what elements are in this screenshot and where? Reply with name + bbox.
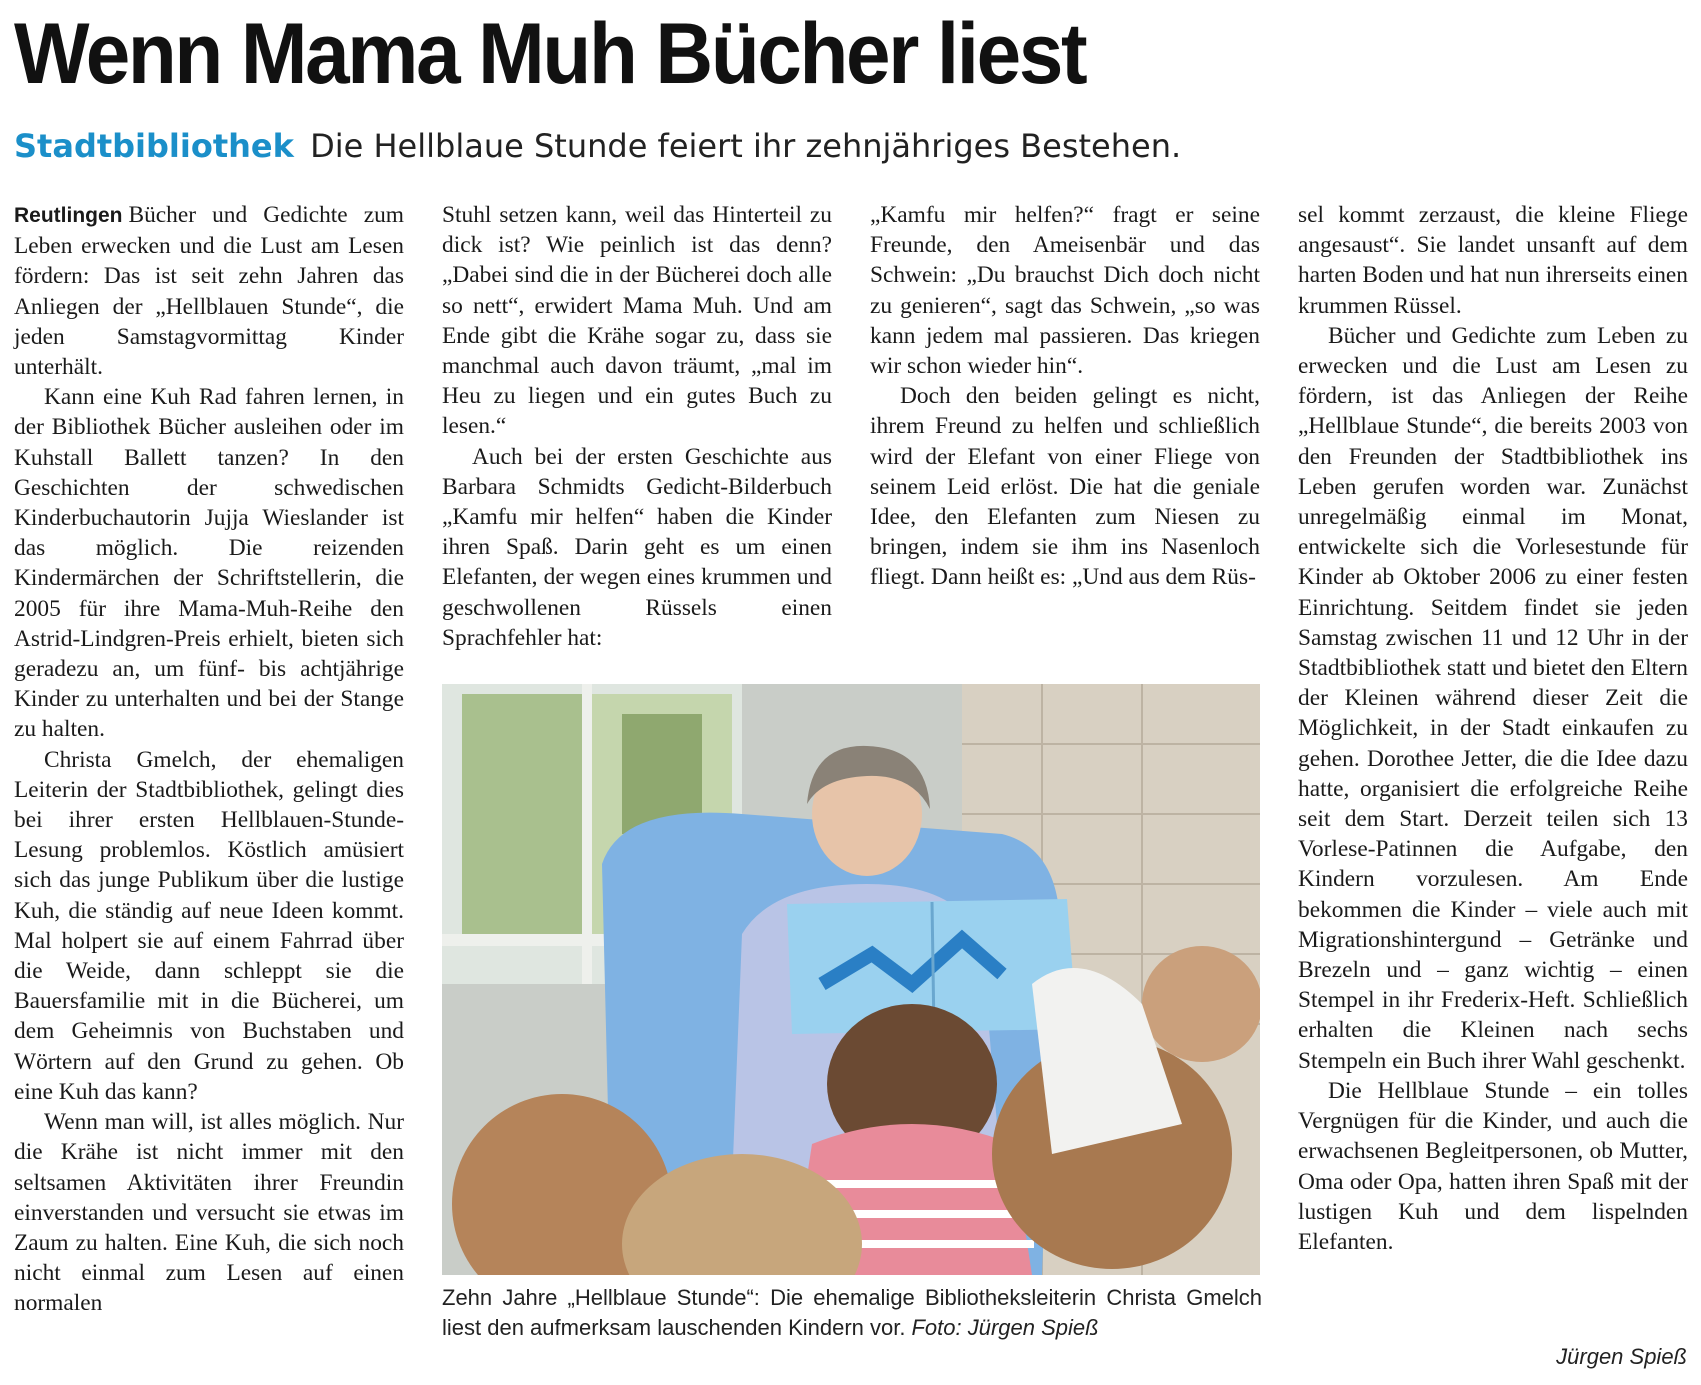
paragraph: Stuhl setzen kann, weil das Hinterteil zu dick ist? Wie peinlich ist das denn? „Dabei sind die in der Bücherei doch alle so nett“, erwidert Mama Muh. Und am Ende gibt die Krähe sogar zu, dass sie manchmal auch davon träumt, „mal im Heu zu liegen und ein gutes Buch zu lesen.“ xyxy=(442,202,832,440)
column-4 xyxy=(1298,200,1688,1257)
caption-credit-label: Foto: xyxy=(911,1315,962,1340)
caption-text: Zehn Jahre „Hellblaue Stunde“: Die ehemalige Bibliotheksleiterin Christa Gmelch liest den aufmerksam lauschenden Kindern vor. xyxy=(442,1285,1262,1340)
paragraph: Auch bei der ersten Geschichte aus Barbara Schmidts Gedicht-Bilderbuch „Kamfu mir helfen“ haben die Kinder ihren Spaß. Darin geht es um einen Elefanten, der wegen eines krummen und geschwollenen Rüssels einen Sprachfehler hat: xyxy=(442,443,832,651)
column-2 xyxy=(442,200,832,653)
paragraph: „Kamfu mir helfen?“ fragt er seine Freunde, den Ameisenbär und das Schwein: „Du brauchst Dich doch nicht zu genieren“, sagt das Schwein, „so was kann jedem mal passieren. Das kriegen wir schon wieder hin“. xyxy=(870,202,1260,380)
subheadline: Die Hellblaue Stunde feiert ihr zehnjähriges Bestehen. xyxy=(310,127,1182,165)
paragraph: Christa Gmelch, der ehemaligen Leiterin der Stadtbibliothek, gelingt dies bei ihrer ersten Hellblauen-Stunde-Lesung problemlos. Köstlich amüsiert sich das junge Publikum über die lustige Kuh, die ständig auf neue Ideen kommt. Mal holpert sie auf einem Fahrrad über die Weide, dann schleppt sie die Bauersfamilie mit in die Bücherei, um dem Geheimnis von Buchstaben und Wörtern auf den Grund zu gehen. Ob eine Kuh das kann? xyxy=(14,746,404,1105)
dateline: Reutlingen xyxy=(14,204,123,227)
column-1 xyxy=(14,200,404,1319)
paragraph: Doch den beiden gelingt es nicht, ihrem Freund zu helfen und schließlich wird der Elefant von einer Fliege von seinem Leid erlöst. Die hat die geniale Idee, den Elefanten zum Niesen zu bringen, indem sie ihm ins Nasenloch fliegt. Dann heißt es: „Und aus dem Rüs- xyxy=(870,383,1260,591)
headline: Wenn Mama Muh Bücher liest xyxy=(14,6,1086,102)
caption-credit: Jürgen Spieß xyxy=(967,1315,1099,1340)
paragraph: sel kommt zerzaust, die kleine Fliege angesaust“. Sie landet unsanft auf dem harten Boden und hat nun ihrerseits einen krummen Rüssel. xyxy=(1298,202,1688,319)
paragraph: Kann eine Kuh Rad fahren lernen, in der Bibliothek Bücher ausleihen oder im Kuhstall Ballett tanzen? In den Geschichten der schwedischen Kinderbuchautorin Jujja Wieslander ist das möglich. Die reizenden Kindermärchen der Schriftstellerin, die 2005 für ihre Mama-Muh-Reihe den Astrid-Lindgren-Preis erhielt, bieten sich geradezu an, um fünf- bis achtjährige Kinder zu unterhalten und bei der Stange zu halten. xyxy=(14,384,404,743)
paragraph-text: Bücher und Gedichte zum Leben erwecken und die Lust am Lesen fördern: Das ist seit zehn Jahren das Anliegen der „Hellblauen Stunde“, die jeden Samstagvormittag Kinder unterhält. xyxy=(14,202,404,381)
paragraph: Bücher und Gedichte zum Leben zu erwecken und die Lust am Lesen zu fördern, ist das Anliegen der Reihe „Hellblaue Stunde“, die bereits 2003 von den Freunden der Stadtbibliothek ins Leben gerufen worden war. Zunächst unregelmäßig einmal im Monat, entwickelte sich die Vorlesestunde für Kinder ab Oktober 2006 zu einer festen Einrichtung. Seitdem findet sie jeden Samstag zwischen 11 und 12 Uhr in der Stadtbibliothek statt und bietet den Eltern der Kleinen während dieser Zeit die Möglichkeit, in der Stadt einkaufen zu gehen. Dorothee Jetter, die die Idee dazu hatte, organisiert die erfolgreiche Reihe seit dem Start. Derzeit teilen sich 13 Vorlese-Patinnen die Aufgabe, den Kindern vorzulesen. Am Ende bekommen die Kinder – viele auch mit Migrationshintergund – Getränke und Brezeln und – ganz wichtig – einen Stempel in ihr Frederix-Heft. Schließlich erhalten die Kleinen nach sechs Stempeln ein Buch ihrer Wahl geschenkt. xyxy=(1298,322,1688,1074)
paragraph: Die Hellblaue Stunde – ein tolles Vergnügen für die Kinder, und auch die erwachsenen Begleitpersonen, ob Mutter, Oma oder Opa, hatten ihren Spaß mit der lustigen Kuh und dem lispelnden Elefanten. xyxy=(1298,1077,1688,1255)
paragraph: Wenn man will, ist alles möglich. Nur die Krähe ist nicht immer mit den seltsamen Aktivitäten ihrer Freundin einverstanden und versucht sie etwas im Zaum zu halten. Eine Kuh, die sich noch nicht einmal zum Lesen auf einen normalen xyxy=(14,1109,404,1317)
paragraph xyxy=(14,200,404,382)
kicker: Stadtbibliothek xyxy=(14,127,294,165)
author-byline: Jürgen Spieß xyxy=(1556,1344,1687,1369)
article-photo xyxy=(442,684,1260,1275)
photo-caption xyxy=(442,1283,1262,1343)
column-3 xyxy=(870,200,1260,593)
photo-illustration xyxy=(442,684,1260,1275)
subheadline-line xyxy=(14,124,1694,168)
